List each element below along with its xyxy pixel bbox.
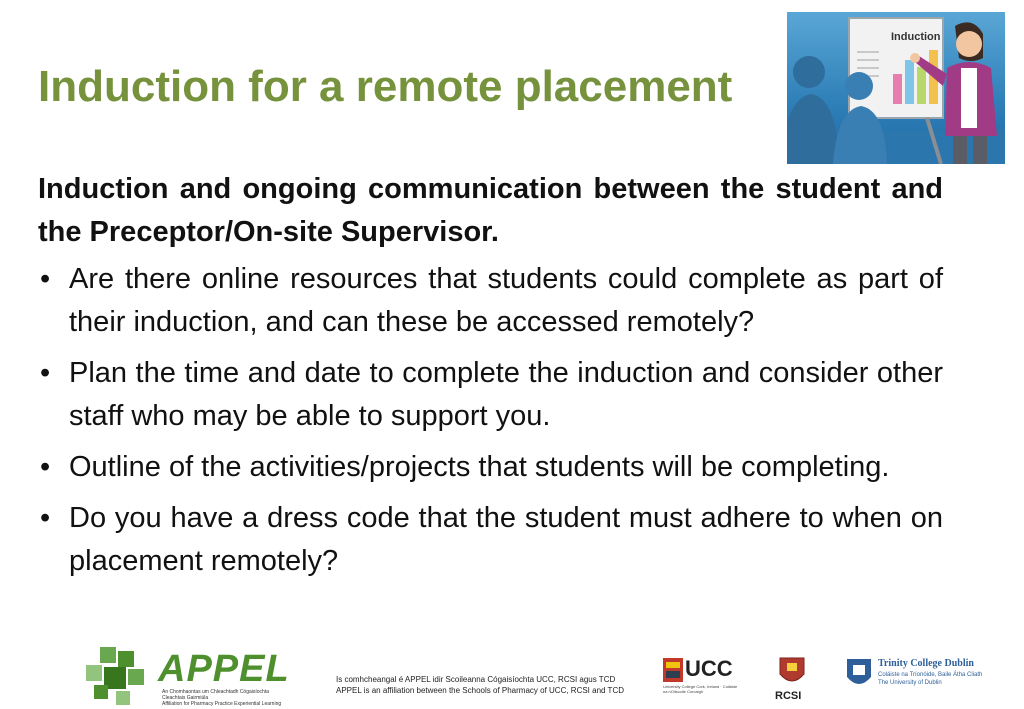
rcsi-name: RCSI (775, 690, 802, 702)
tcd-subtitle-en: The University of Dublin (878, 680, 942, 686)
intro-text: Induction and ongoing communication between the student and the Preceptor/On-site Supervisor. (38, 173, 943, 248)
bullet-text: Outline of the activities/projects that students will be completing. (69, 451, 890, 483)
tcd-subtitle-ga: Coláiste na Tríonóide, Baile Átha Cliath (878, 672, 983, 678)
affiliation-text (336, 674, 636, 696)
appel-logo-icon (86, 647, 152, 705)
list-item (38, 497, 943, 583)
footer (0, 640, 1024, 709)
board-label: Induction (891, 31, 941, 43)
bullet-icon: • (40, 451, 51, 483)
bullet-icon: • (40, 263, 51, 295)
slide-body (38, 168, 943, 591)
list-item (38, 352, 943, 438)
tcd-subtitle (878, 671, 982, 687)
list-item (38, 446, 943, 489)
ucc-name: UCC (685, 656, 733, 681)
ucc-subtitle: University College Cork, Ireland · Coláiste na hOllscoile Corcaigh (663, 684, 738, 694)
list-item (38, 258, 943, 344)
bullet-text: Do you have a dress code that the student must adhere to when on placement remotely? (69, 502, 943, 577)
presenter-icon (787, 12, 1005, 164)
bullet-icon: • (40, 502, 51, 534)
appel-logo-text: APPEL (158, 648, 290, 690)
rcsi-crest-icon (777, 656, 807, 688)
affiliation-ga: Is comhcheangal é APPEL idir Scoileanna Cógaisíochta UCC, RCSI agus TCD (336, 675, 616, 684)
bullet-icon: • (40, 357, 51, 389)
appel-subtitle-en: Affiliation for Pharmacy Practice Experiential Learning (162, 701, 282, 707)
bullet-list (38, 258, 943, 583)
tcd-logo (845, 657, 985, 697)
appel-subtitle (162, 689, 282, 707)
bullet-text: Plan the time and date to complete the induction and consider other staff who may be able to support you. (69, 357, 943, 432)
ucc-crest-icon (663, 658, 683, 682)
presentation-illustration (787, 12, 1005, 164)
affiliation-en: APPEL is an affiliation between the Schools of Pharmacy of UCC, RCSI and TCD (336, 686, 624, 695)
rcsi-logo (772, 656, 812, 704)
tcd-name: Trinity College Dublin (878, 658, 974, 669)
ucc-logo (663, 658, 738, 702)
bullet-text: Are there online resources that students could complete as part of their induction, and can these be accessed remotely? (69, 263, 943, 338)
tcd-crest-icon (845, 657, 873, 691)
appel-subtitle-ga: An Chomhaontas um Chleachtadh Cógaisíochta Cleachtais Gairmiúla (162, 689, 270, 701)
slide-title: Induction for a remote placement (38, 62, 733, 111)
